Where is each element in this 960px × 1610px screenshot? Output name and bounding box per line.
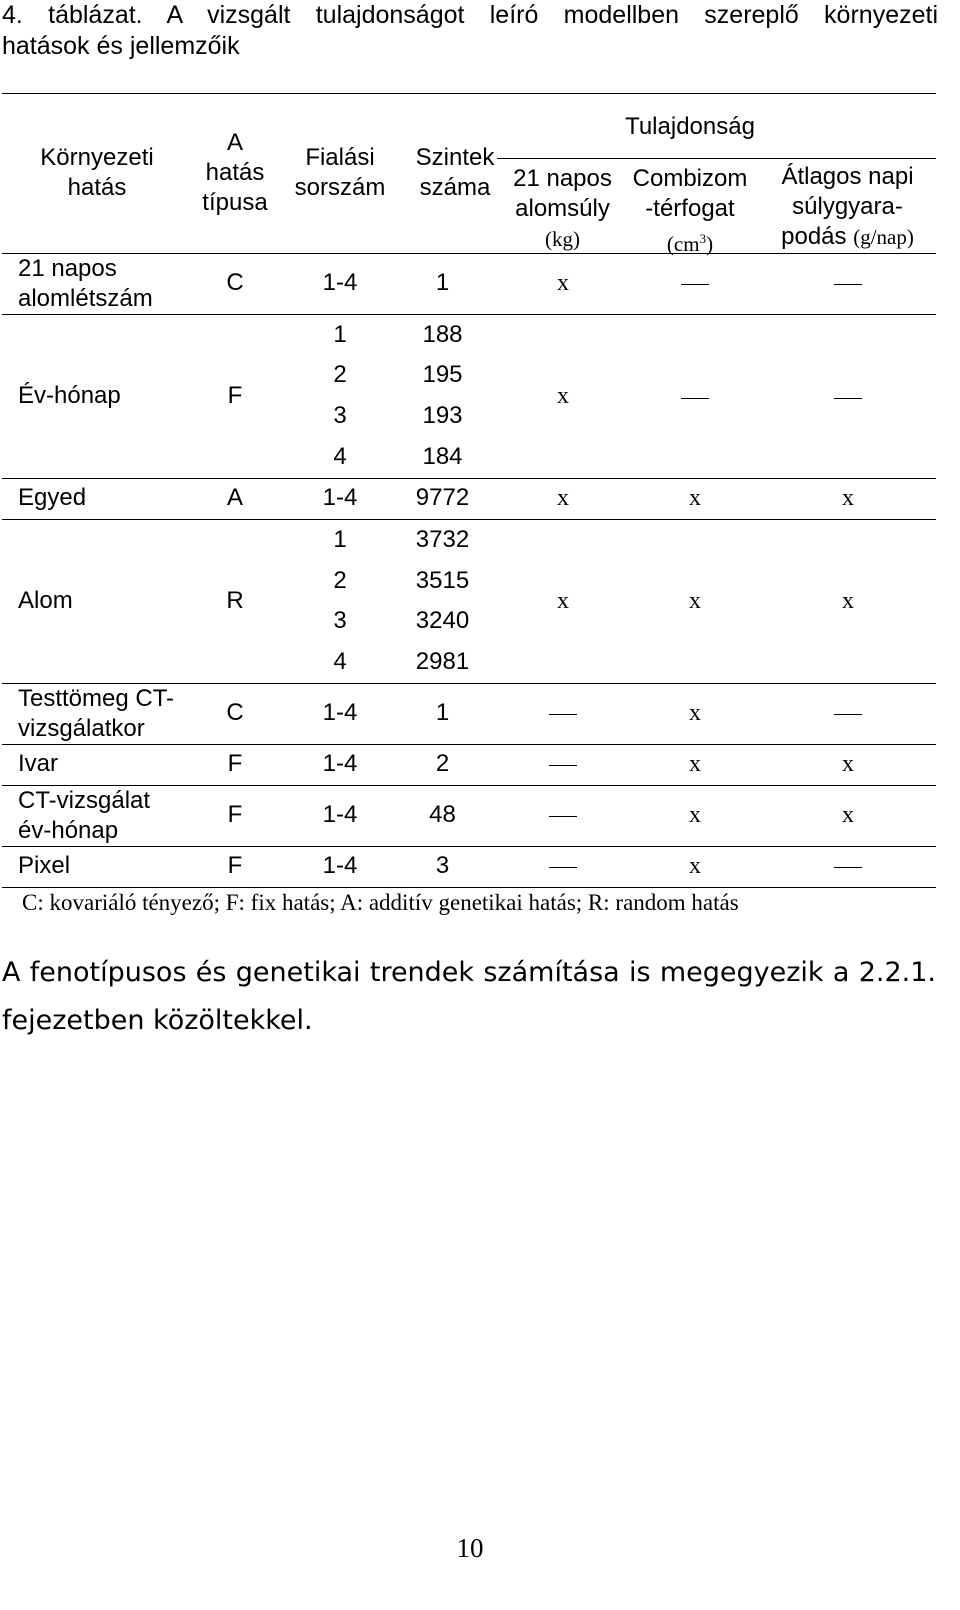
row-type: F [227, 382, 243, 409]
row-parity: 4 [333, 443, 347, 470]
row-levels: 1 [435, 699, 450, 726]
row-mark: x [842, 485, 854, 511]
row-levels: 1 [435, 269, 450, 296]
paragraph-line-1: A fenotípusos és genetikai trendek számítása is megegyezik a 2.2.1. [2, 957, 936, 988]
row-parity: 1-4 [322, 269, 358, 296]
row-mark: x [689, 802, 701, 828]
page-number: 10 [456, 1533, 484, 1563]
row-type: C [226, 269, 244, 296]
row-levels: 2 [435, 750, 450, 777]
row-rule [2, 846, 936, 847]
header-thigh-volume: Combizom -térfogat $(cm^3)$ [632, 165, 748, 256]
header-environmental-effect: Környezeti hatás [40, 144, 154, 201]
row-dash [681, 284, 709, 285]
row-type: F [227, 750, 243, 777]
row-effect-label: CT-vizsgálat év-hónap [18, 787, 151, 844]
header-litter-weight: 21 napos alomsúly (kg) [513, 165, 612, 251]
row-dash [549, 867, 577, 868]
row-parity: 3 [333, 607, 347, 634]
header-levels: Szintek száma [415, 144, 495, 201]
row-type: F [227, 801, 243, 828]
row-mark: x [842, 751, 854, 777]
row-parity: 3 [333, 402, 347, 429]
row-parity: 1-4 [322, 750, 358, 777]
row-parity: 2 [333, 361, 347, 388]
header-parity: Fialási sorszám [294, 144, 386, 201]
row-effect-label: Testtömeg CT- vizsgálatkor [18, 685, 175, 742]
row-levels: 2981 [415, 648, 470, 675]
row-rule [2, 519, 936, 520]
row-dash [834, 284, 862, 285]
row-levels: 3732 [415, 526, 470, 553]
row-levels: 3240 [415, 607, 470, 634]
row-dash [681, 398, 709, 399]
row-parity: 1-4 [322, 852, 358, 879]
row-levels: 3 [435, 852, 450, 879]
header-effect-type: A hatás típusa [202, 129, 268, 216]
row-dash [549, 714, 577, 715]
body-paragraph [2, 946, 936, 1048]
row-rule [2, 744, 936, 745]
row-levels: 188 [422, 321, 463, 348]
row-parity: 1 [333, 321, 347, 348]
row-type: C [226, 699, 244, 726]
group-header-rule [497, 158, 936, 159]
caption-line-1: 4. táblázat. A vizsgált tulajdonságot leíró modellben szereplő környezeti [2, 1, 938, 29]
row-rule [2, 478, 936, 479]
row-mark: x [689, 853, 701, 879]
row-type: A [226, 484, 243, 511]
row-mark: x [689, 588, 701, 614]
row-mark: x [557, 485, 569, 511]
row-mark: x [842, 802, 854, 828]
row-parity: 1-4 [322, 699, 358, 726]
row-levels: 9772 [415, 484, 470, 511]
table-caption [2, 0, 938, 62]
row-type: R [226, 587, 244, 614]
row-mark: x [557, 270, 569, 296]
row-parity: 1-4 [322, 484, 358, 511]
header-group-property: Tulajdonság [625, 113, 755, 140]
row-effect-label: Év-hónap [18, 382, 121, 409]
paragraph-line-2: fejezetben közöltekkel. [2, 1005, 313, 1036]
row-mark: x [689, 751, 701, 777]
row-dash [549, 816, 577, 817]
row-levels: 3515 [415, 567, 470, 594]
row-dash [549, 765, 577, 766]
table-footnote: C: kovariáló tényező; F: fix hatás; A: additív genetikai hatás; R: random hatás [22, 890, 739, 915]
row-levels: 184 [422, 443, 463, 470]
row-type: F [227, 852, 243, 879]
row-effect-label: Alom [18, 587, 73, 614]
row-parity: 4 [333, 648, 347, 675]
row-dash [834, 714, 862, 715]
row-levels: 48 [429, 801, 456, 828]
header-daily-gain: Átlagos napi súlygyara- podás (g/nap) [781, 163, 914, 250]
row-mark: x [842, 588, 854, 614]
row-effect-label: 21 napos alomlétszám [18, 255, 153, 312]
row-parity: 2 [333, 567, 347, 594]
row-levels: 193 [422, 402, 463, 429]
row-mark: x [689, 485, 701, 511]
row-mark: x [557, 383, 569, 409]
caption-line-2: hatások és jellemzőik [2, 32, 240, 60]
row-effect-label: Ivar [18, 750, 59, 777]
row-mark: x [689, 700, 701, 726]
table-top-rule [2, 93, 936, 94]
row-effect-label: Pixel [18, 852, 71, 879]
row-dash [834, 398, 862, 399]
row-levels: 195 [422, 361, 463, 388]
row-parity: 1 [333, 526, 347, 553]
row-mark: x [557, 588, 569, 614]
row-dash [834, 867, 862, 868]
row-effect-label: Egyed [18, 484, 87, 511]
row-rule [2, 314, 936, 315]
row-parity: 1-4 [322, 801, 358, 828]
